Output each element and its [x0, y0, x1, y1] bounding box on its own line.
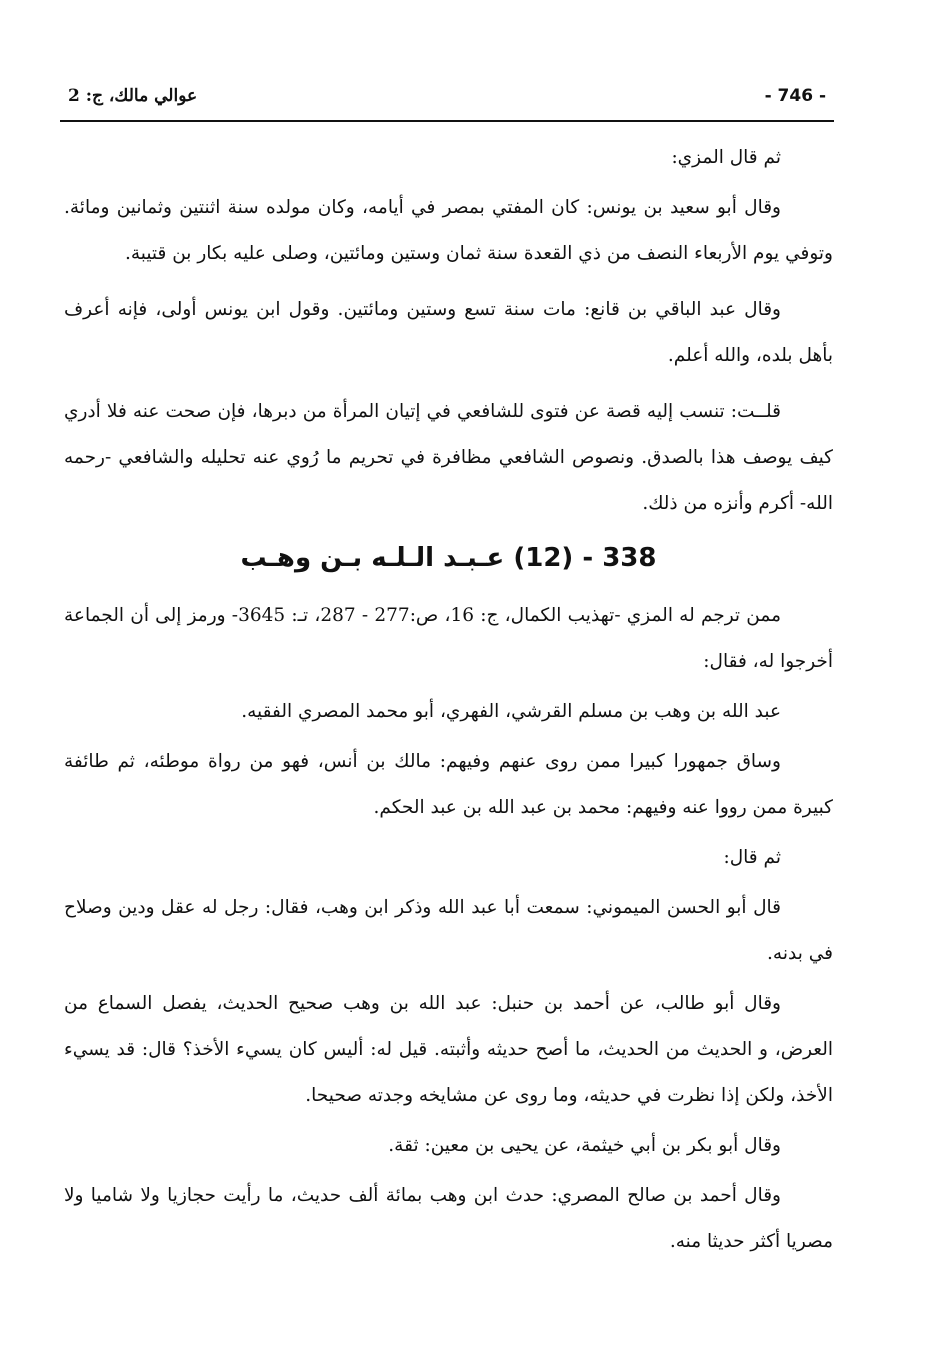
paragraph: قال أبو الحسن الميموني: سمعت أبا عبد الله وذكر ابن وهب، فقال: رجل له عقل ودين وصلاح في بدنه. — [64, 897, 833, 964]
paragraph: وقال عبد الباقي بن قانع: مات سنة تسع وستين ومائتين. وقول ابن يونس أولى، فإنه أعرف بأهل بلده، والله أعلم. — [64, 299, 833, 366]
paragraph: ثم قال المزي: — [671, 147, 781, 168]
paragraph: ثم قال: — [723, 847, 781, 868]
paragraph: ممن ترجم له المزي -تهذيب الكمال، ج: 16، ص:277 - 287، تـ: 3645- ورمز إلى أن الجماعة أخرجوا له، فقال: — [64, 605, 833, 672]
paragraph: وساق جمهورا كبيرا ممن روى عنهم وفيهم: مالك بن أنس، فهو من رواة موطئه، ثم طائفة كبيرة ممن رووا عنه وفيهم: محمد بن عبد الله بن عبد الحكم. — [64, 751, 833, 818]
page-header — [60, 76, 834, 122]
running-title: عوالي مالك، ج: 2 — [68, 86, 198, 106]
section-heading: 338 - (12) عـبـد الـلـه بـن وهـب — [240, 543, 657, 573]
page-body — [64, 135, 833, 1269]
paragraph: وقال أبو بكر بن أبي خيثمة، عن يحيى بن معين: ثقة. — [388, 1135, 781, 1156]
paragraph: وقال أحمد بن صالح المصري: حدث ابن وهب بمائة ألف حديث، ما رأيت حجازيا ولا شاميا ولا مصريا أكثر حديثا منه. — [64, 1185, 833, 1252]
page-number: - 746 - — [764, 86, 826, 106]
paragraph: وقال أبو سعيد بن يونس: كان المفتي بمصر في أيامه، وكان مولده سنة اثنتين وثمانين ومائة. وتوفي يوم الأربعاء النصف من ذي القعدة سنة ثمان وستين ومائتين، وصلى عليه بكار بن قتيبة. — [64, 197, 833, 264]
paragraph: قلــت: تنسب إليه قصة عن فتوى للشافعي في إتيان المرأة من دبرها، فإن صحت عنه فلا أدري كيف يوصف هذا بالصدق. ونصوص الشافعي مظافرة في تحريم ما رُوي عنه تحليله والشافعي -رحمه الله- أكرم وأنزه من ذلك. — [64, 401, 833, 514]
paragraph: عبد الله بن وهب بن مسلم القرشي، الفهري، أبو محمد المصري الفقيه. — [241, 701, 781, 722]
paragraph: وقال أبو طالب، عن أحمد بن حنبل: عبد الله بن وهب صحيح الحديث، يفصل السماع من العرض، و الحديث من الحديث، ما أصح حديثه وأثبته. قيل له: أليس كان يسيء الأخذ؟ قال: قد يسيء الأخذ، ولكن إذا نظرت في حديثه، وما روى عن مشايخه وجدته صحيحا. — [64, 993, 833, 1106]
